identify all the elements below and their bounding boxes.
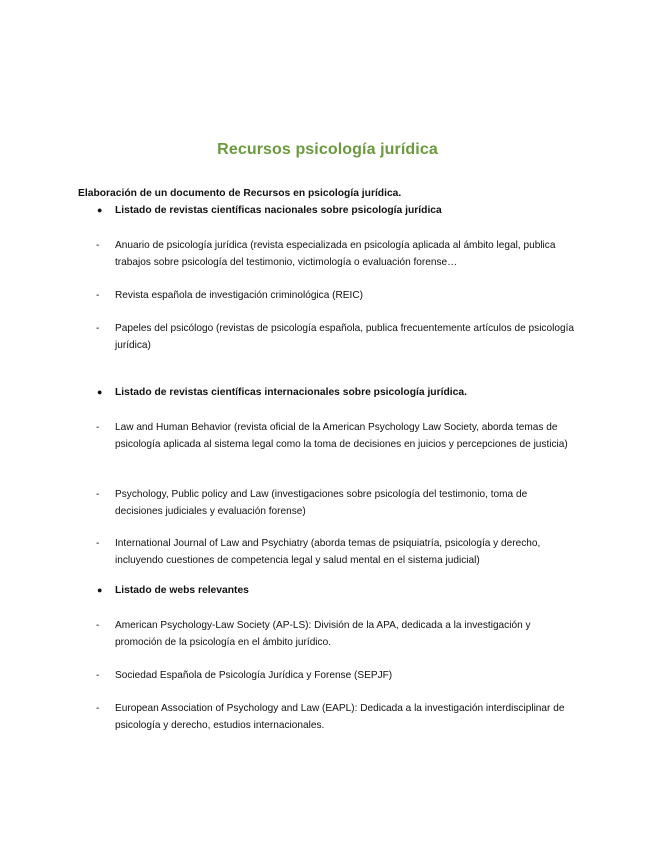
list-item (96, 700, 576, 734)
dash-icon: - (96, 670, 100, 681)
list-item-text: Psychology, Public policy and Law (investigaciones sobre psicología del testimonio, toma de decisiones judiciales y evaluación forense) (115, 489, 528, 517)
dash-icon: - (96, 323, 100, 334)
list-item-text: Revista española de investigación criminológica (REIC) (115, 290, 363, 301)
list-item (96, 320, 576, 354)
list-item (96, 419, 576, 453)
bullet-icon: ● (97, 387, 103, 397)
list-item-text: American Psychology-Law Society (AP-LS): División de la APA, dedicada a la investigación y promoción de la psicología en el ámbito jurídico. (115, 620, 531, 648)
section-heading-relevant-websites (97, 585, 249, 596)
list-item (96, 237, 576, 271)
bullet-icon: ● (97, 205, 103, 215)
bullet-icon: ● (97, 585, 103, 595)
dash-icon: - (96, 489, 100, 500)
section-heading-national-journals (97, 205, 442, 216)
list-item (96, 486, 576, 520)
dash-icon: - (96, 620, 100, 631)
dash-icon: - (96, 703, 100, 714)
section-heading-label: Listado de revistas científicas internacionales sobre psicología jurídica. (115, 387, 467, 398)
dash-icon: - (96, 422, 100, 433)
section-heading-international-journals (97, 387, 467, 398)
dash-icon: - (96, 240, 100, 251)
list-item (96, 617, 576, 651)
list-item-text: Sociedad Española de Psicología Jurídica y Forense (SEPJF) (115, 670, 393, 681)
section-heading-label: Listado de webs relevantes (115, 585, 249, 596)
list-item (96, 667, 576, 684)
list-item (96, 287, 576, 304)
intro-text: Elaboración de un documento de Recursos en psicología jurídica. (78, 188, 402, 199)
list-item (96, 535, 576, 569)
list-item-text: Law and Human Behavior (revista oficial de la American Psychology Law Society, aborda temas de psicología aplicada al sistema legal como la toma de decisiones en juicios y percepciones de justicia) (115, 422, 568, 450)
list-item-text: Anuario de psicología jurídica (revista especializada en psicología aplicada al ámbito legal, publica trabajos sobre psicología del testimonio, victimología o evaluación forense… (115, 240, 556, 268)
dash-icon: - (96, 290, 100, 301)
document-title: Recursos psicología jurídica (217, 141, 438, 158)
list-item-text: International Journal of Law and Psychiatry (aborda temas de psiquiatría, psicología y derecho, incluyendo cuestiones de competencia legal y salud mental en el sistema judicial) (115, 538, 541, 566)
list-item-text: Papeles del psicólogo (revistas de psicología española, publica frecuentemente artículos de psicología jurídica) (115, 323, 574, 351)
section-heading-label: Listado de revistas científicas nacionales sobre psicología jurídica (115, 205, 442, 216)
list-item-text: European Association of Psychology and Law (EAPL): Dedicada a la investigación interdisciplinar de psicología y derecho, estudios internacionales. (115, 703, 565, 731)
dash-icon: - (96, 538, 100, 549)
